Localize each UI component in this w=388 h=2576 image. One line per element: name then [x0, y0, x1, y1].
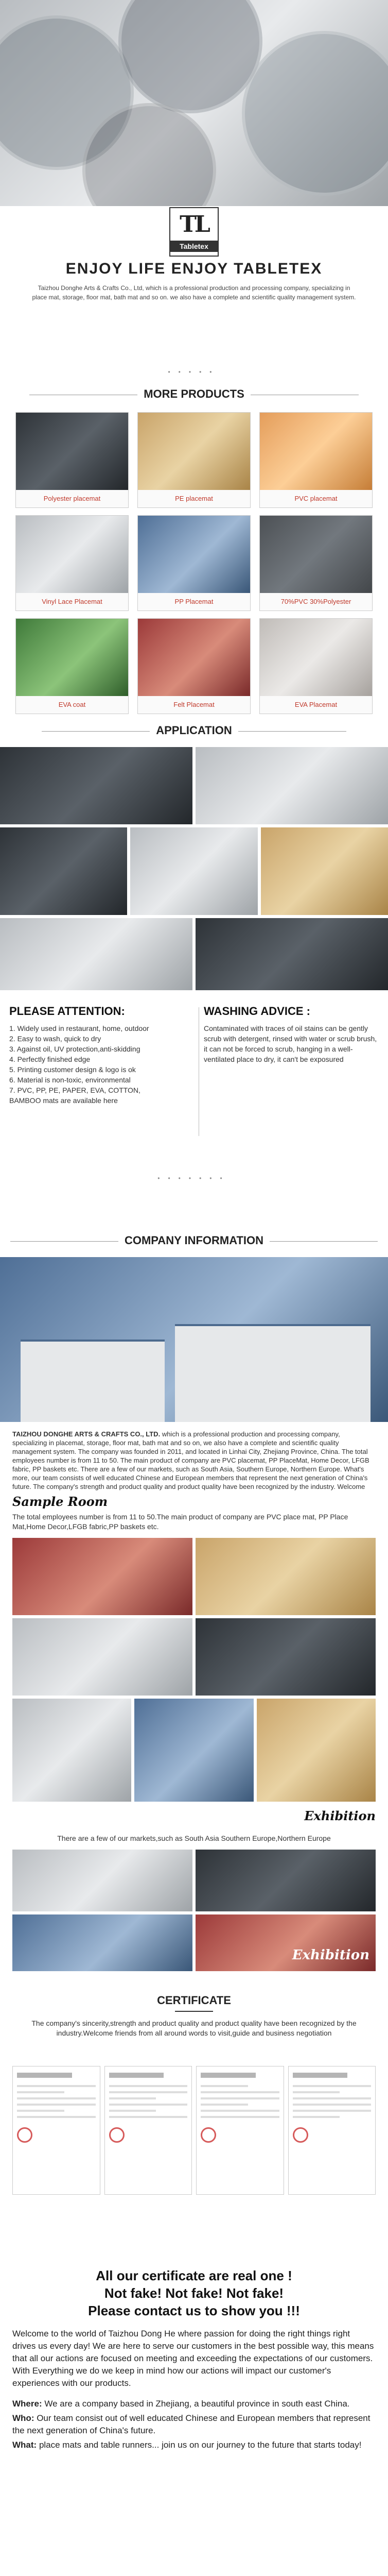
what-label: What: [12, 2440, 37, 2450]
product-caption: EVA Placemat [294, 701, 338, 708]
sample-room-photo [196, 1538, 376, 1615]
product-card[interactable] [15, 412, 129, 508]
certificate-rule [175, 2011, 213, 2012]
company-text [12, 1430, 376, 1491]
washing-block [204, 1005, 379, 1064]
logo-mark: TL [180, 211, 208, 238]
section-dots: ••••• [168, 368, 220, 376]
section-dots: ••••••• [157, 1175, 231, 1182]
sample-room-text: The total employees number is from 11 to 50.The main product of company are PVC place mat, PP Place Mat,Home Decor,LFGB fabric,PP baskets etc. [12, 1513, 348, 1531]
attention-item: 6. Material is non-toxic, environmental [9, 1076, 131, 1084]
attention-item: 5. Printing customer design & logo is ok [9, 1065, 136, 1074]
exhibition-photo [196, 1850, 376, 1911]
application-photo [130, 827, 257, 915]
company-building-photo [0, 1257, 388, 1422]
attention-item: BAMBOO mats are available here [9, 1096, 118, 1105]
sample-room-photo [12, 1699, 131, 1802]
certificate-title: CERTIFICATE [157, 1994, 231, 2007]
exhibition-label: Exhibition [304, 1808, 376, 1823]
attention-list [9, 1023, 195, 1106]
what-paragraph [12, 2439, 376, 2451]
sample-room-photo [134, 1699, 253, 1802]
certificate-document[interactable] [288, 2066, 376, 2195]
application-row [0, 747, 388, 824]
washing-title: WASHING ADVICE : [204, 1005, 310, 1018]
who-label: Who: [12, 2413, 34, 2423]
brand-slogan: ENJOY LIFE ENJOY TABLETEX [65, 260, 323, 277]
product-caption: 70%PVC 30%Polyester [280, 598, 351, 605]
real-heading-3: Please contact us to show you !!! [88, 2303, 300, 2318]
product-caption: PE placemat [175, 495, 213, 502]
product-card[interactable] [259, 412, 373, 508]
brand-intro: Taizhou Donghe Arts & Crafts Co., Ltd, which is a professional production and processing company, specializing in place mat, storage, floor mat, bath mat and so on. we also have a complete and scientific quality management system. [32, 284, 356, 301]
company-name: TAIZHOU DONGHE ARTS & CRAFTS CO., LTD. [12, 1430, 161, 1438]
exhibition-photo [12, 1914, 192, 1971]
attention-item: 3. Against oil, UV protection,anti-skidding [9, 1045, 140, 1053]
attention-title: PLEASE ATTENTION: [9, 1005, 125, 1018]
more-products-title: MORE PRODUCTS [0, 387, 388, 401]
exhibition-photo [196, 1914, 376, 1971]
application-photo [0, 747, 192, 824]
sample-room-photo [257, 1699, 376, 1802]
brand-logo [169, 207, 219, 257]
application-photo [0, 827, 127, 915]
real-heading-2: Not fake! Not fake! Not fake! [104, 2285, 284, 2301]
where-label: Where: [12, 2399, 42, 2409]
washing-text: Contaminated with traces of oil stains can be gently scrub with detergent, rinsed with water or scrub brush, it can not be forced to scrub, hanging in a well-ventilated place to dry, it can't be exposured [204, 1024, 377, 1063]
company-title: COMPANY INFORMATION [0, 1234, 388, 1247]
where-paragraph [12, 2398, 376, 2410]
company-description: which is a professional production and processing company, specializing in placemat, storage, floor mat, bath mat and so on, we also have a complete and scientific quality management system. The company was founded in 2011, and located in Linhai City, Zhejiang Province, China. The total employees number is from 11 to 50. The main product of company are PVC placemat, PP PlaceMat, Home Decor, LFGB fabric, PP baskets etc. There are a few of our markets, such as South Asia, Southern Europe, Northern Europe. What's more, our team consists of well educated Chinese and European members that represent the next generation of China's future. The company's strength and product quality and product quality have been recognized by the industry. Welcome [12, 1430, 369, 1490]
real-heading-1: All our certificate are real one ! [96, 2268, 292, 2283]
where-text: We are a company based in Zhejiang, a beautiful province in south east China. [42, 2399, 350, 2409]
certificate-document[interactable] [104, 2066, 192, 2195]
application-title: APPLICATION [0, 724, 388, 737]
attention-item: 4. Perfectly finished edge [9, 1055, 91, 1063]
product-caption: Polyester placemat [43, 495, 101, 502]
exhibition-text: There are a few of our markets,such as South Asia Southern Europe,Northern Europe [57, 1834, 331, 1842]
certificate-document[interactable] [12, 2066, 100, 2195]
sample-room-label: Sample Room [12, 1494, 108, 1509]
attention-item: 7. PVC, PP, PE, PAPER, EVA, COTTON, [9, 1086, 140, 1094]
attention-item: 2. Easy to wash, quick to dry [9, 1035, 101, 1043]
who-paragraph [12, 2412, 376, 2437]
application-photo [0, 918, 192, 990]
attention-item: 1. Widely used in restaurant, home, outdoor [9, 1024, 149, 1032]
application-photo [196, 918, 388, 990]
who-text: Our team consist out of well educated Chinese and European members that represent the next generation of China's future. [12, 2413, 371, 2435]
hero-banner [0, 0, 388, 206]
certificate-text: The company's sincerity,strength and product quality and product quality have been recognized by the industry.Welcome friends from all around words to visit,guide and business negotiation [31, 2019, 357, 2037]
product-grid [15, 412, 373, 714]
product-card[interactable] [137, 618, 251, 714]
logo-text: Tabletex [170, 241, 218, 252]
product-card[interactable] [259, 515, 373, 611]
application-photo [261, 827, 388, 915]
sample-room-gallery [12, 1699, 376, 1802]
product-caption: Vinyl Lace Placemat [42, 598, 102, 605]
certificate-document[interactable] [196, 2066, 284, 2195]
sample-room-photo [12, 1538, 192, 1615]
welcome-paragraph: Welcome to the world of Taizhou Dong He where passion for doing the right things right drives us every day! We are here to serve our customers in the best possible way, this means that all our actions are focused on meeting and exceeding the expectations of our customers. With Everything we do we keep in mind how our actions will impact our customer's experiences with our products. [12, 2329, 374, 2388]
product-card[interactable] [137, 515, 251, 611]
application-row [0, 918, 388, 990]
product-card[interactable] [259, 618, 373, 714]
product-caption: PVC placemat [294, 495, 338, 502]
product-caption: EVA coat [58, 701, 86, 708]
product-caption: PP Placemat [174, 598, 214, 605]
application-row [0, 827, 388, 915]
attention-block [9, 1005, 195, 1106]
certificate-gallery [12, 2066, 376, 2195]
what-text: place mats and table runners... join us on our journey to the future that starts today! [37, 2440, 362, 2450]
real-certificate-block [12, 2267, 376, 2451]
exhibition-overlay-text: Exhibition [292, 1947, 369, 1963]
exhibition-gallery [12, 1850, 376, 1971]
product-card[interactable] [15, 618, 129, 714]
sample-room-photo [12, 1618, 192, 1696]
exhibition-photo [12, 1850, 192, 1911]
application-photo [196, 747, 388, 824]
product-caption: Felt Placemat [173, 701, 215, 708]
product-card[interactable] [137, 412, 251, 508]
product-card[interactable] [15, 515, 129, 611]
sample-room-photo [196, 1618, 376, 1696]
sample-room-gallery [12, 1538, 376, 1696]
